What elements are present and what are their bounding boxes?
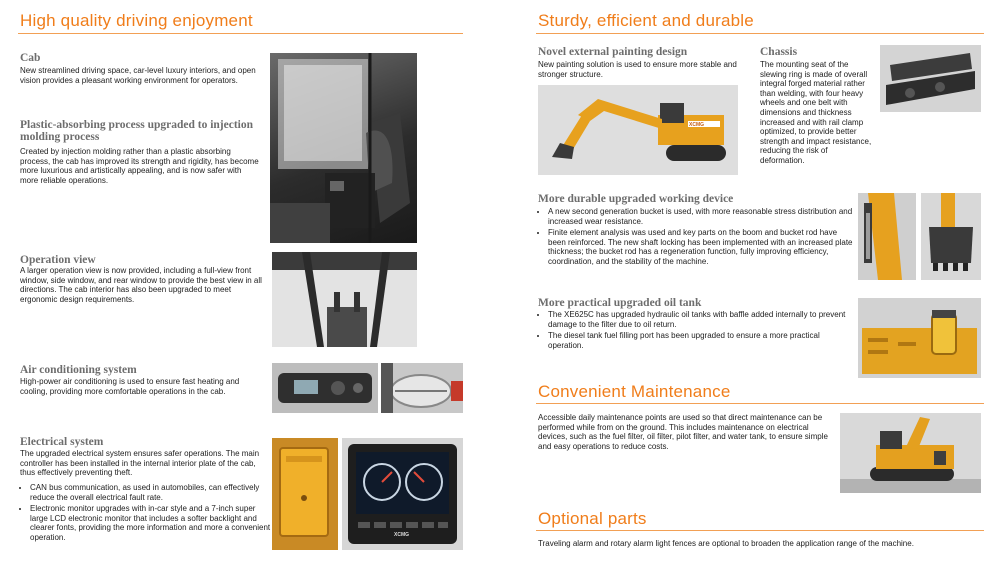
- operation-view-photo: [272, 252, 417, 347]
- maintenance-text: Accessible daily maintenance points are used so that direct maintenance can be performed while from on the ground. This includes maintenance on electrical devices, such as the fuel filter, oil filter, pilot filter, and water tank, to ensure simple and easy operations to reduce costs.: [538, 413, 828, 451]
- working-device-bullet: • A new second generation bucket is used, with more reasonable stress distribution and increased wear resistance.: [548, 207, 853, 226]
- painting-text: New painting solution is used to ensure more stable and stronger structure.: [538, 60, 737, 79]
- oil-tank-bullet: • The diesel tank fuel filling port has been upgraded to ensure a more practical operation.: [548, 331, 853, 350]
- electrical-bullet-list: [20, 483, 274, 545]
- electrical-bullet: • Electronic monitor upgrades with in-car style and a 7-inch super large LCD electronic monitor that includes a softer backlight and clearer fonts, providing the more information and more a convenient operation.: [30, 504, 274, 542]
- cab-interior-photo: [270, 53, 417, 243]
- maintenance-title-rule: [536, 403, 984, 404]
- left-title-rule: [18, 33, 463, 34]
- cab-heading: Cab: [20, 52, 41, 64]
- working-device-heading: More durable upgraded working device: [538, 193, 734, 205]
- operation-text: A larger operation view is now provided, including a full-view front window, side window, and rear window to provide the best view in all directions. The cab interior has also been upgraded to meet ergonomic design requirements.: [20, 266, 262, 304]
- plastic-heading: Plastic-absorbing process upgraded to injection molding process: [20, 119, 253, 143]
- aircon-text: High-power air conditioning is used to ensure fast heating and cooling, providing more comfortable operations in the cab.: [20, 377, 240, 396]
- electrical-bullet: • CAN bus communication, as used in automobiles, can effectively reduce the overall electrical fault rate.: [30, 483, 274, 502]
- chassis-heading: Chassis: [760, 46, 798, 58]
- bucket-photo: [921, 193, 981, 280]
- cab-text: New streamlined driving space, car-level luxury interiors, and open vision provides a pleasant working environment for operators.: [20, 66, 256, 85]
- left-page-title: High quality driving enjoyment: [20, 11, 253, 30]
- aircon-heading: Air conditioning system: [20, 364, 137, 376]
- operation-heading: Operation view: [20, 254, 96, 266]
- excavator-side-photo: [538, 85, 738, 175]
- monitor-logo: XCMG: [394, 532, 409, 538]
- optional-title: Optional parts: [538, 509, 647, 528]
- oil-tank-bullet-list: [538, 310, 853, 352]
- electrical-text: The upgraded electrical system ensures safer operations. The main controller has been installed in the internal interior plate of the cab, thus effectively preventing theft.: [20, 449, 260, 478]
- aircon-vent-photo: [381, 363, 463, 413]
- oil-tank-heading: More practical upgraded oil tank: [538, 297, 702, 309]
- optional-text: Traveling alarm and rotary alarm light fences are optional to broaden the application range of the machine.: [538, 539, 914, 548]
- chassis-photo: [880, 45, 981, 112]
- working-device-bullet: • Finite element analysis was used and key parts on the boom and bucket rod have been reinforced. The new shaft locking has been implemented with an increased plate thickness; the bucket rod has a regeneration function, fully improving efficiency, coordination, and the stability of the machine.: [548, 228, 853, 266]
- maintenance-photo: [840, 413, 981, 493]
- painting-heading: Novel external painting design: [538, 46, 688, 58]
- chassis-text: The mounting seat of the slewing ring is made of overall integral forged material rather than welding, with four heavy wheels and one belt with dimensions and thickness increased and with rail clamp optimized, to provide better strength and impact resistance, reducing the risk of deformation.: [760, 60, 872, 165]
- lcd-monitor-photo: [342, 438, 463, 550]
- aircon-panel-photo: [272, 363, 378, 413]
- excavator-logo: XCMG: [689, 122, 704, 128]
- controller-box-photo: [272, 438, 338, 550]
- electrical-heading: Electrical system: [20, 436, 104, 448]
- optional-title-rule: [536, 530, 984, 531]
- plastic-text: Created by injection molding rather than a plastic absorbing process, the cab has improved its strength and rigidity, has become more luxurious and artistically appealing, and is now safer with more reliable operations.: [20, 147, 259, 185]
- right-title-rule: [536, 33, 984, 34]
- oil-tank-photo: [858, 298, 981, 378]
- right-page-title: Sturdy, efficient and durable: [538, 11, 754, 30]
- maintenance-title: Convenient Maintenance: [538, 382, 731, 401]
- oil-tank-bullet: • The XE625C has upgraded hydraulic oil tanks with baffle added internally to prevent damage to the filter due to oil return.: [548, 310, 853, 329]
- working-device-bullet-list: [538, 207, 853, 269]
- boom-cylinder-photo: [858, 193, 916, 280]
